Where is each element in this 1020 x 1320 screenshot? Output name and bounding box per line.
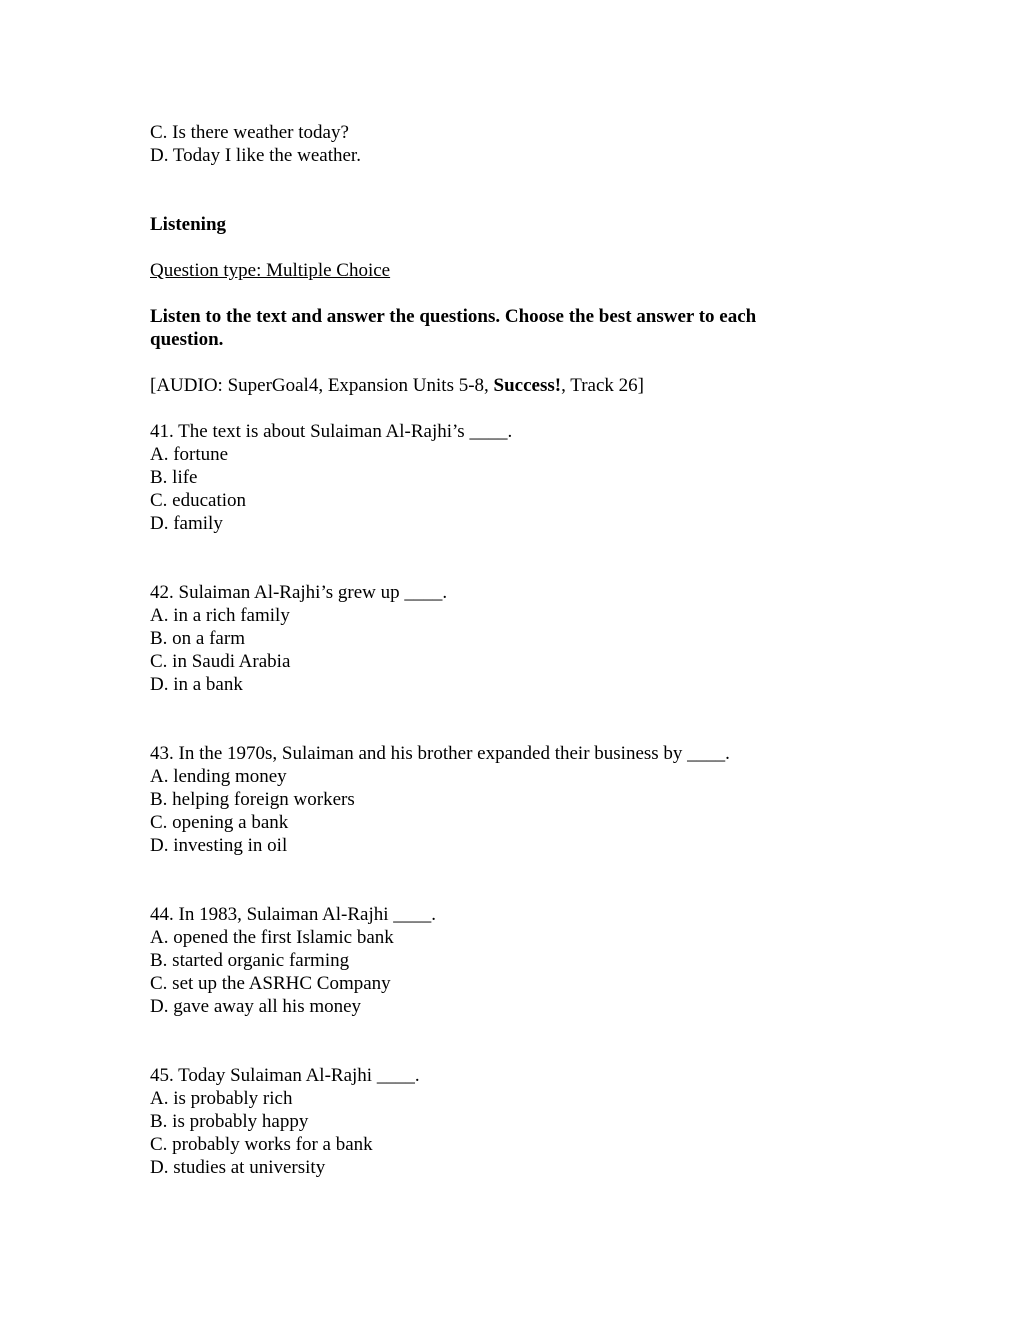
question-44-option-c: C. set up the ASRHC Company [150,973,391,994]
question-45-option-d: D. studies at university [150,1157,326,1178]
question-42-option-d: D. in a bank [150,674,243,695]
question-42-option-b: B. on a farm [150,628,245,649]
question-44-stem: 44. In 1983, Sulaiman Al-Rajhi ____. [150,904,437,925]
question-43-option-c: C. opening a bank [150,812,289,833]
audio-prefix: [AUDIO: SuperGoal4, Expansion Units 5-8, [150,375,494,396]
question-44-option-b: B. started organic farming [150,950,350,971]
question-44-option-d: D. gave away all his money [150,996,362,1017]
question-43-option-b: B. helping foreign workers [150,789,355,810]
question-41-option-b: B. life [150,467,198,488]
question-41-stem: 41. The text is about Sulaiman Al-Rajhi’s ____. [150,421,513,442]
previous-option-c: C. Is there weather today? [150,122,349,143]
question-42-stem: 42. Sulaiman Al-Rajhi’s grew up ____. [150,582,448,603]
question-42-option-a: A. in a rich family [150,605,290,626]
question-45-option-a: A. is probably rich [150,1088,293,1109]
audio-title: Success! [493,375,562,396]
question-43-option-a: A. lending money [150,766,287,787]
question-41-option-d: D. family [150,513,223,534]
question-45-stem: 45. Today Sulaiman Al-Rajhi ____. [150,1065,420,1086]
section-title: Listening [150,214,227,235]
question-41-option-a: A. fortune [150,444,229,465]
audio-reference [150,374,644,397]
question-43-option-d: D. investing in oil [150,835,288,856]
question-41-option-c: C. education [150,490,247,511]
question-type: Question type: Multiple Choice [150,260,391,281]
question-45-option-c: C. probably works for a bank [150,1134,373,1155]
question-44-option-a: A. opened the first Islamic bank [150,927,394,948]
instruction-line-2: question. [150,329,224,350]
question-42-option-c: C. in Saudi Arabia [150,651,291,672]
instruction-line-1: Listen to the text and answer the questions. Choose the best answer to each [150,306,757,327]
question-45-option-b: B. is probably happy [150,1111,309,1132]
previous-option-d: D. Today I like the weather. [150,145,361,166]
audio-suffix: , Track 26] [561,375,644,396]
question-43-stem: 43. In the 1970s, Sulaiman and his brother expanded their business by ____. [150,743,730,764]
